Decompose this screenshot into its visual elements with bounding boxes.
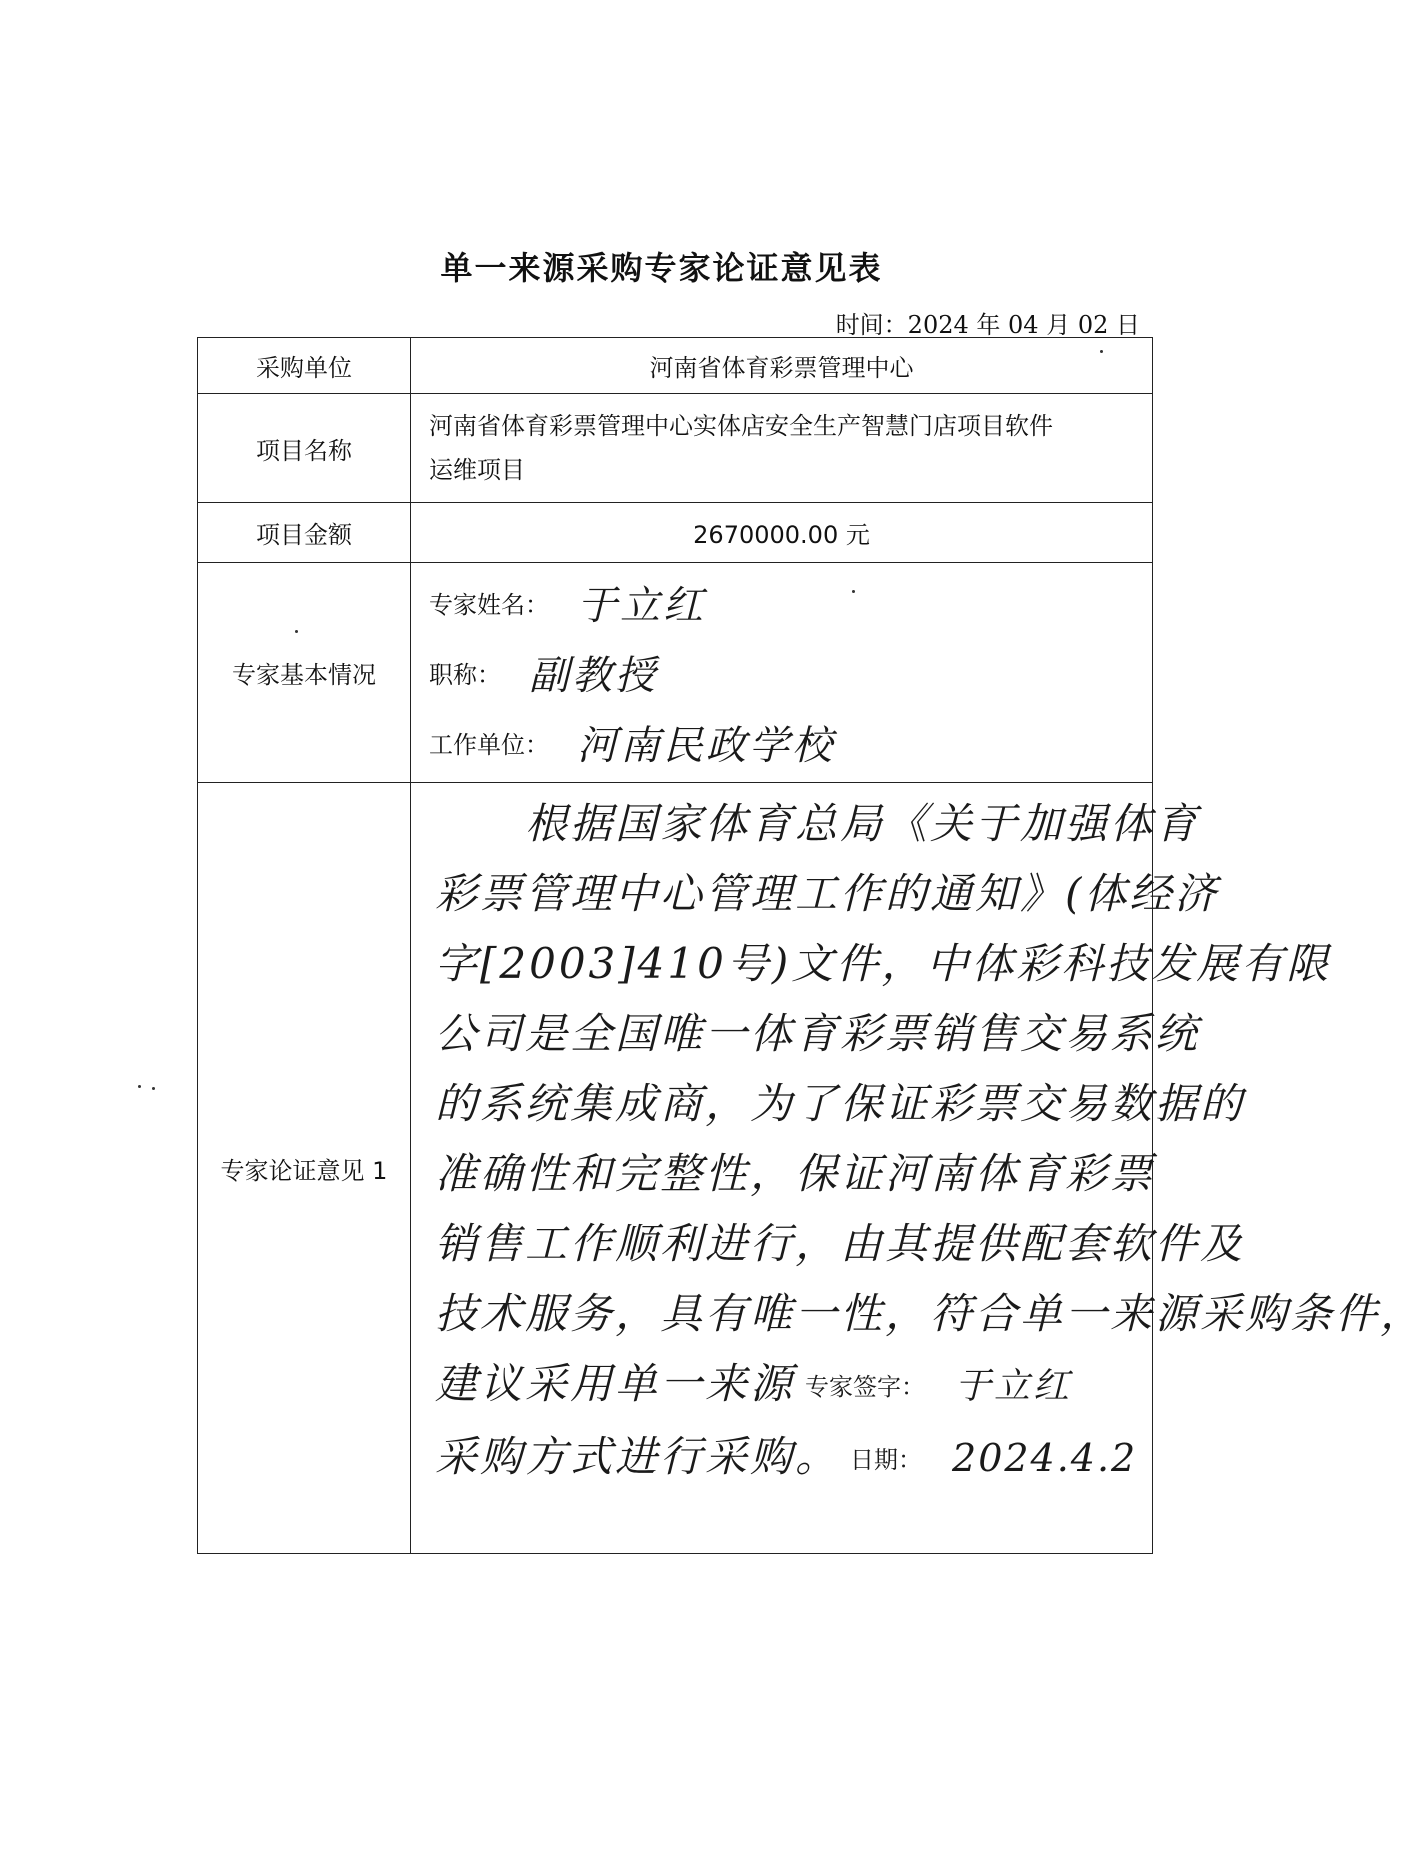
expert-info-cell: [411, 563, 1153, 783]
opinion-line-with-date: [435, 1422, 1142, 1495]
opinion-form-table: [197, 337, 1425, 1554]
scan-speck: [1100, 350, 1103, 353]
opinion-line: 采购方式进行采购。: [435, 1432, 841, 1481]
opinion-cell: [411, 783, 1425, 1554]
scan-speck: [152, 1087, 155, 1090]
project-name-line-1: 河南省体育彩票管理中心实体店安全生产智慧门店项目软件: [429, 412, 1053, 440]
expert-employer-row: [411, 708, 1152, 778]
row-expert-info: [198, 563, 1153, 783]
row-project-name: [198, 394, 1153, 503]
row-purchaser: [198, 338, 1153, 394]
amount-value: 2670000.00 元: [411, 503, 1153, 563]
project-name-value: [411, 394, 1153, 503]
date-handwritten: 2024.4.2: [952, 1436, 1138, 1480]
expert-name-handwritten: 于立红: [577, 583, 706, 629]
purchaser-value: 河南省体育彩票管理中心: [411, 338, 1153, 394]
page-title: 单一来源采购专家论证意见表: [440, 249, 883, 287]
opinion-line: 的系统集成商，为了保证彩票交易数据的: [435, 1079, 1246, 1128]
scan-speck: [295, 630, 298, 633]
scan-speck: [138, 1085, 141, 1088]
opinion-line: 建议采用单一来源: [435, 1359, 796, 1408]
expert-title-handwritten: 副教授: [529, 653, 658, 699]
opinion-line: 技术服务，具有唯一性，符合单一来源采购条件，: [435, 1289, 1425, 1338]
opinion-line-with-signature: [435, 1349, 1142, 1422]
signature-handwritten: 于立红: [955, 1366, 1073, 1407]
opinion-line: 公司是全国唯一体育彩票销售交易系统: [435, 1009, 1201, 1058]
project-name-label: 项目名称: [198, 394, 411, 503]
expert-name-row: [411, 568, 1152, 638]
opinion-line: 字[2003]410号)文件，中体彩科技发展有限: [435, 939, 1332, 988]
scan-speck: [852, 590, 855, 593]
expert-name-label: 专家姓名：: [429, 591, 549, 619]
opinion-handwritten-text: [411, 783, 1425, 1495]
row-opinion: [198, 783, 1153, 1554]
expert-title-label: 职称：: [429, 661, 501, 689]
opinion-line: 彩票管理中心管理工作的通知》(体经济: [435, 869, 1220, 918]
expert-title-row: [411, 638, 1152, 708]
form-date: 时间：2024 年 04 月 02 日: [835, 311, 1140, 339]
expert-info-label: 专家基本情况: [198, 563, 411, 783]
row-amount: [198, 503, 1153, 563]
expert-employer-label: 工作单位：: [429, 731, 549, 759]
expert-employer-handwritten: 河南民政学校: [577, 723, 835, 769]
opinion-label: 专家论证意见 1: [198, 783, 411, 1554]
project-name-line-2: 运维项目: [429, 456, 525, 484]
amount-label: 项目金额: [198, 503, 411, 563]
signature-label: 专家签字：: [805, 1373, 926, 1401]
opinion-line: 根据国家体育总局《关于加强体育: [525, 799, 1201, 848]
opinion-line: 准确性和完整性，保证河南体育彩票: [435, 1149, 1156, 1198]
opinion-line: 销售工作顺利进行，由其提供配套软件及: [435, 1219, 1246, 1268]
date-label: 日期：: [850, 1446, 923, 1474]
purchaser-label: 采购单位: [198, 338, 411, 394]
